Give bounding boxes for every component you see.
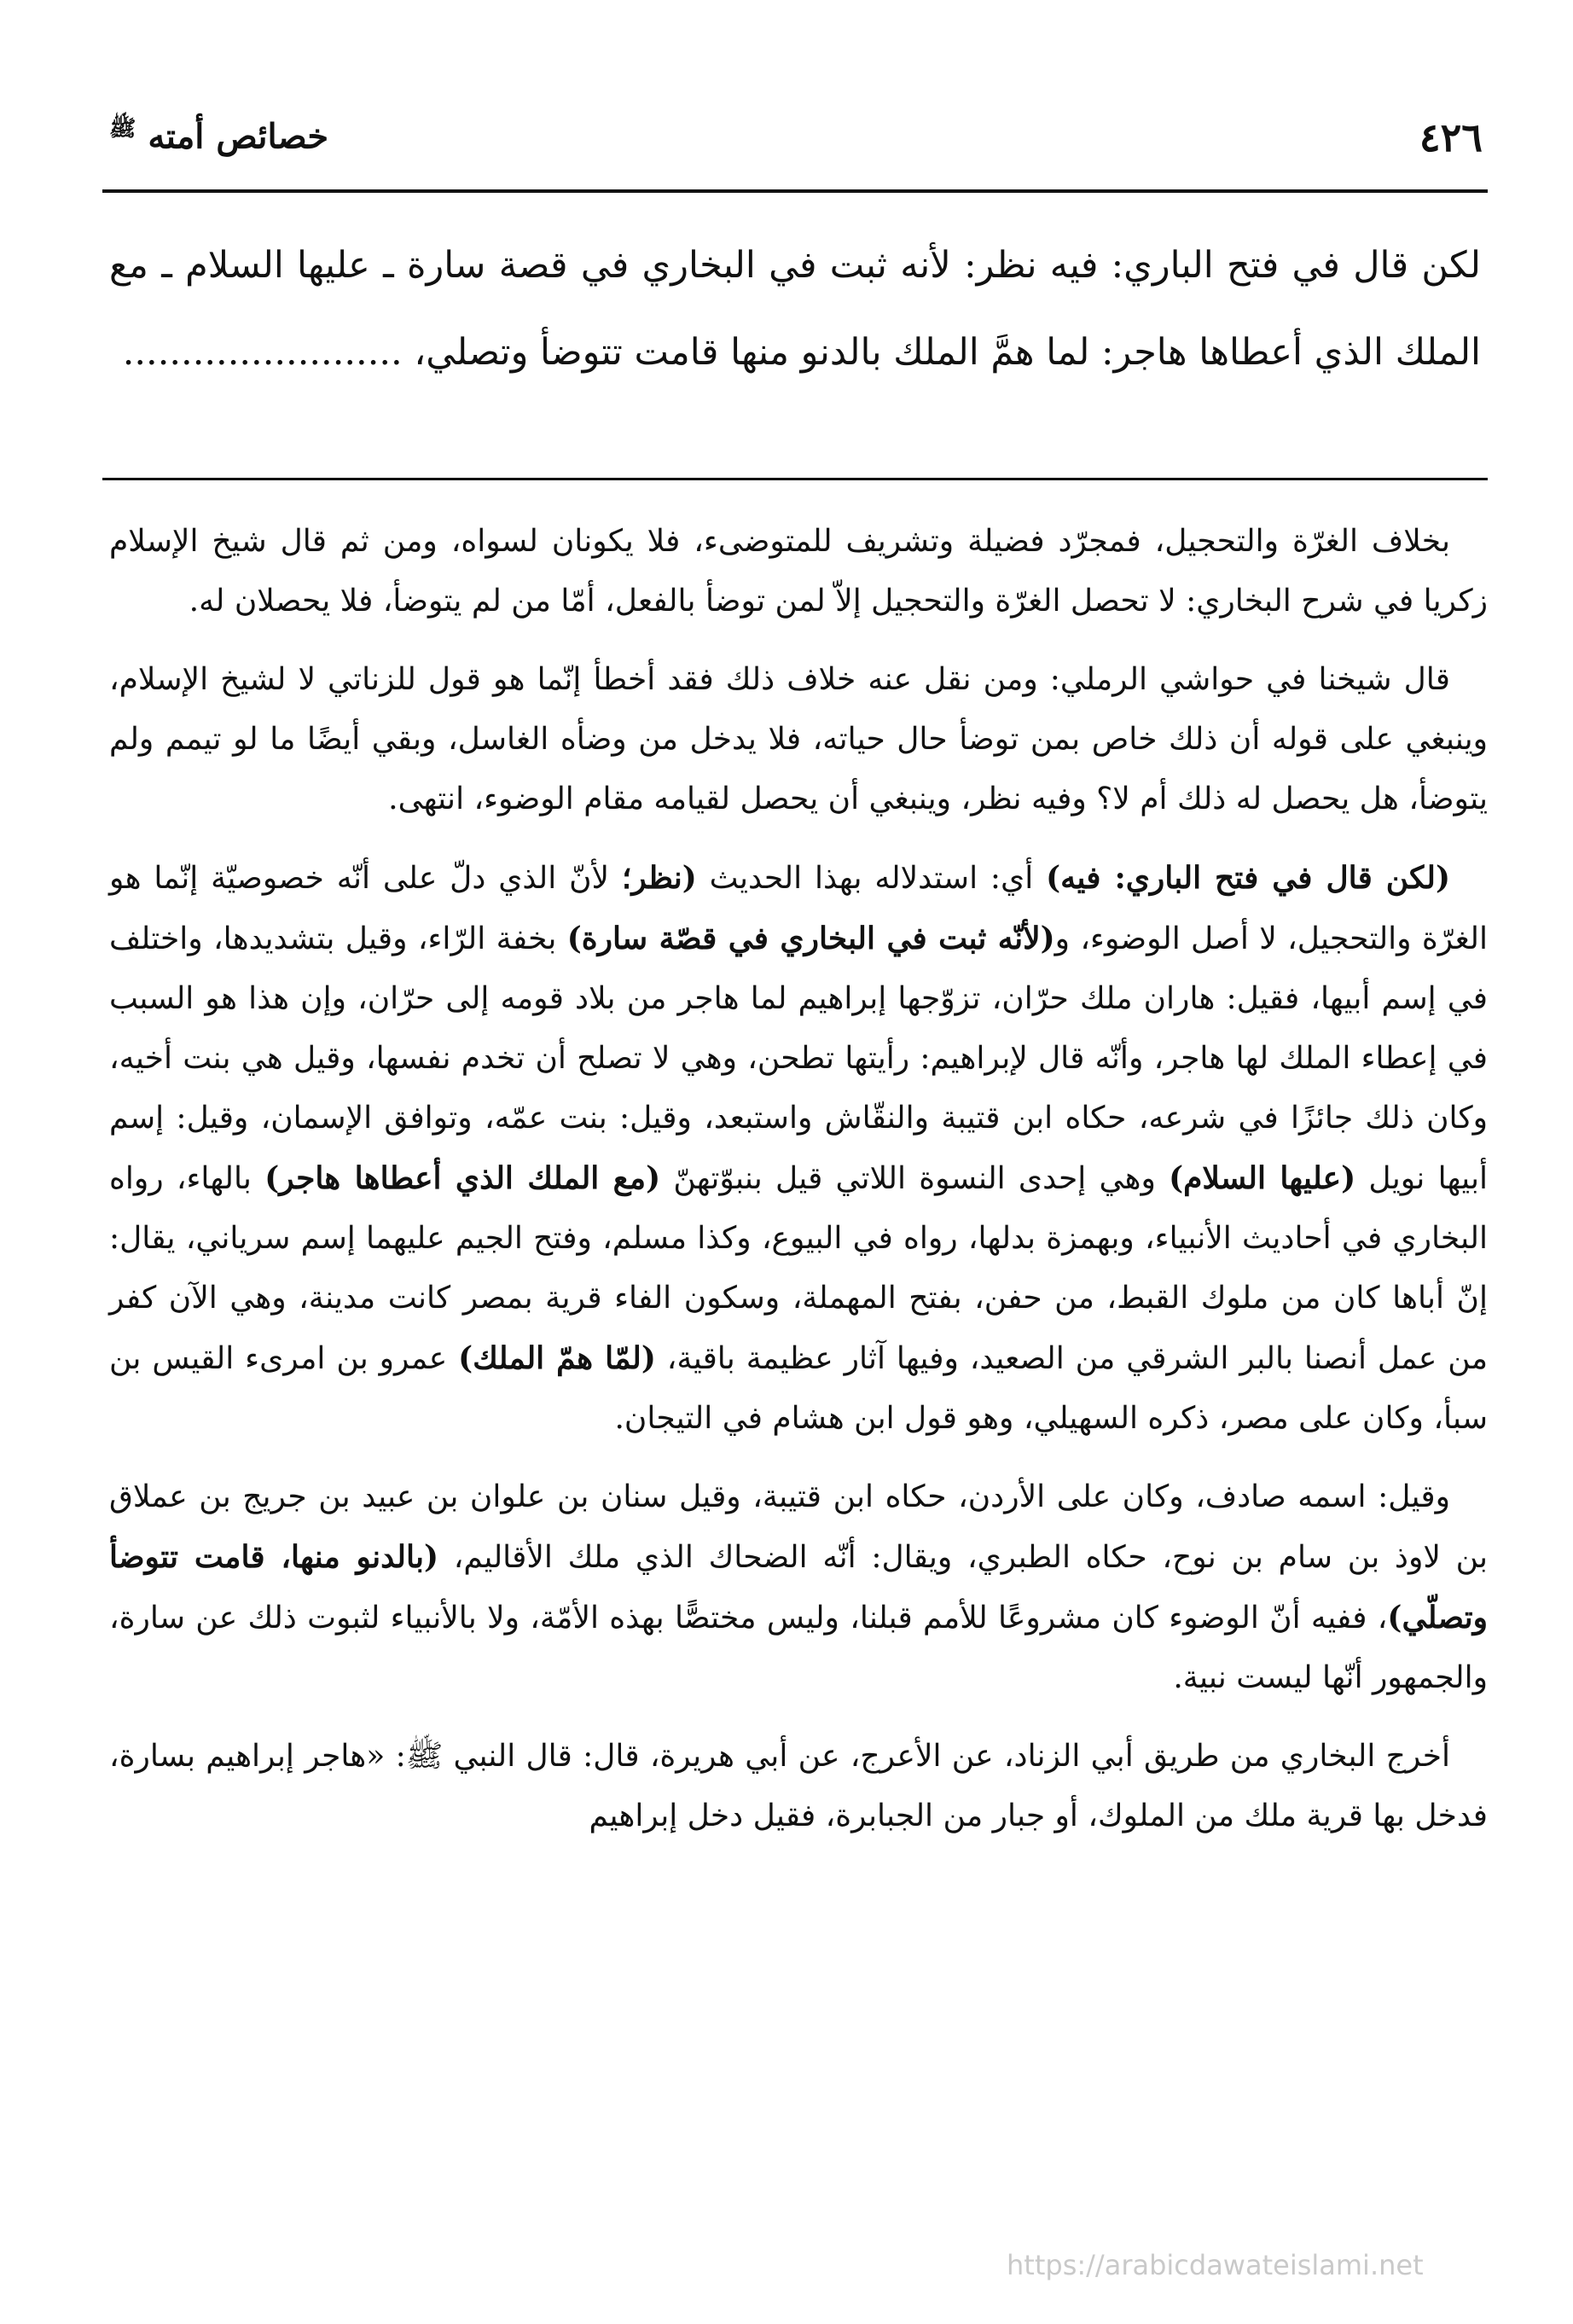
commentary-text-run: ، ففيه أنّ الوضوء كان مشروعًا للأمم قبلنا، وليس مختصًّا بهذه الأمّة، ولا بالأنبياء لثبوت ذلك عن سارة، والجمهور أنّها ليست نبية. [109,1601,1488,1695]
commentary-paragraph-3 [109,848,1488,1449]
honorific-glyph: ﷺ [109,116,136,142]
running-title-text: خصائص أمته [148,116,329,157]
commentary-paragraph-2: قال شيخنا في حواشي الرملي: ومن نقل عنه خلاف ذلك فقد أخطأ إنّما هو قول للزناتي لا لشيخ الإسلام، وينبغي على قوله أن ذلك خاص بمن توضأ حال حياته، فلا يدخل من وضأه الغاسل، وبقي أيضًا ما لو تيمم ولم يتوضأ، هل يحصل له ذلك أم لا؟ وفيه نظر، وينبغي أن يحصل لقيامه مقام الوضوء، انتهى. [109,662,1488,816]
commentary-paragraph-5 [109,1727,1488,1846]
quoted-matn: (نظر؛ [621,860,697,896]
watermark-url: https://arabicdawateislami.net [1007,2249,1424,2281]
honorific-glyph: ﷺ [405,1739,444,1774]
page-number: ٤٢٦ [1419,114,1483,160]
commentary-text-run: : «هاجر إبراهيم بسارة، فدخل بها قرية ملك من الملوك، أو جبار من الجبابرة، فقيل دخل إبراهيم [109,1739,1488,1833]
commentary-text-run: بالهاء، رواه البخاري في أحاديث الأنبياء، وبهمزة بدلها، رواه في البيوع، وكذا مسلم، وفتح الجيم عليهما إسم سرياني، يقال: إنّ أباها كان من ملوك القبط، من حفن، بفتح المهملة، وسكون الفاء قرية بمصر كانت مدينة، وهي الآن كفر من عمل أنصنا بالبر الشرقي من الصعيد، وفيها آثار عظيمة باقية، [109,1161,1488,1376]
quoted-matn: (لكن قال في فتح الباري: فيه) [1046,860,1450,896]
commentary-text [109,512,1488,1865]
header-rule [102,189,1488,193]
quoted-matn: (بالدنو منها، قامت تتوضأ وتصلّي) [109,1539,1488,1636]
matn-body: لكن قال في فتح الباري: فيه نظر: لأنه ثبت في البخاري في قصة سارة ـ عليها السلام ـ مع الملك الذي أعطاها هاجر: لما همَّ الملك بالدنو منها قامت تتوضأ وتصلي، [109,244,1481,374]
commentary-text-run: وهي إحدى النسوة اللاتي قيل بنبوّتهنّ [660,1161,1170,1196]
quoted-matn: (لأنّه ثبت في البخاري في قصّة سارة) [566,921,1055,956]
quoted-matn: (مع الملك الذي أعطاها هاجر) [264,1160,661,1196]
matn-dots: ........................ [122,331,403,374]
commentary-paragraph-1: بخلاف الغرّة والتحجيل، فمجرّد فضيلة وتشريف للمتوضىء، فلا يكونان لسواه، ومن ثم قال شيخ الإسلام زكريا في شرح البخاري: لا تحصل الغرّة والتحجيل إلاّ لمن توضأ بالفعل، أمّا من لم يتوضأ، فلا يحصلان له. [109,524,1488,619]
commentary-text-run: وقيل: اسمه صادف، وكان على الأردن، حكاه ابن قتيبة، وقيل سنان بن علوان بن عبيد بن جريج بن عملاق بن لاوذ بن سام بن نوح، حكاه الطبري، ويقال: أنّه الضحاك الذي ملك الأقاليم، [109,1479,1488,1575]
quoted-matn: (عليها السلام) [1169,1160,1356,1196]
commentary-text-run: أي: استدلاله بهذا الحديث [696,861,1047,896]
quoted-matn: (لمّا همّ الملك) [458,1340,656,1376]
commentary-text-run: عمرو بن امرىء القيس بن سبأ، وكان على مصر، ذكره السهيلي، وهو قول ابن هشام في التيجان. [109,1341,1488,1436]
page-header [109,102,1488,179]
commentary-text-run: أخرج البخاري من طريق أبي الزناد، عن الأعرج، عن أبي هريرة، قال: قال النبي [443,1739,1451,1774]
commentary-text-run: بخفة الرّاء، وقيل بتشديدها، واختلف في إسم أبيها، فقيل: هاران ملك حرّان، تزوّجها إبراهيم لما هاجر من بلاد قومه إلى حرّان، وإن هذا هو السبب في إعطاء الملك لها هاجر، وأنّه قال لإبراهيم: رأيتها تطحن، وهي لا تصلح أن تخدم نفسها، وقيل هي بنت أخيه، وكان ذلك جائزًا في شرعه، حكاه ابن قتيبة والنقّاش واستبعد، وقيل: بنت عمّه، وتوافق الإسمان، وقيل: إسم أبيها نويل [109,921,1489,1196]
commentary-text-run: لأنّ الذي دلّ على أنّه خصوصيّة إنّما هو الغرّة والتحجيل، لا أصل الوضوء، و [109,861,1488,956]
matn-text [109,222,1481,396]
commentary-paragraph-4 [109,1467,1488,1708]
matn-separator-rule [102,478,1488,480]
running-title [109,114,328,156]
